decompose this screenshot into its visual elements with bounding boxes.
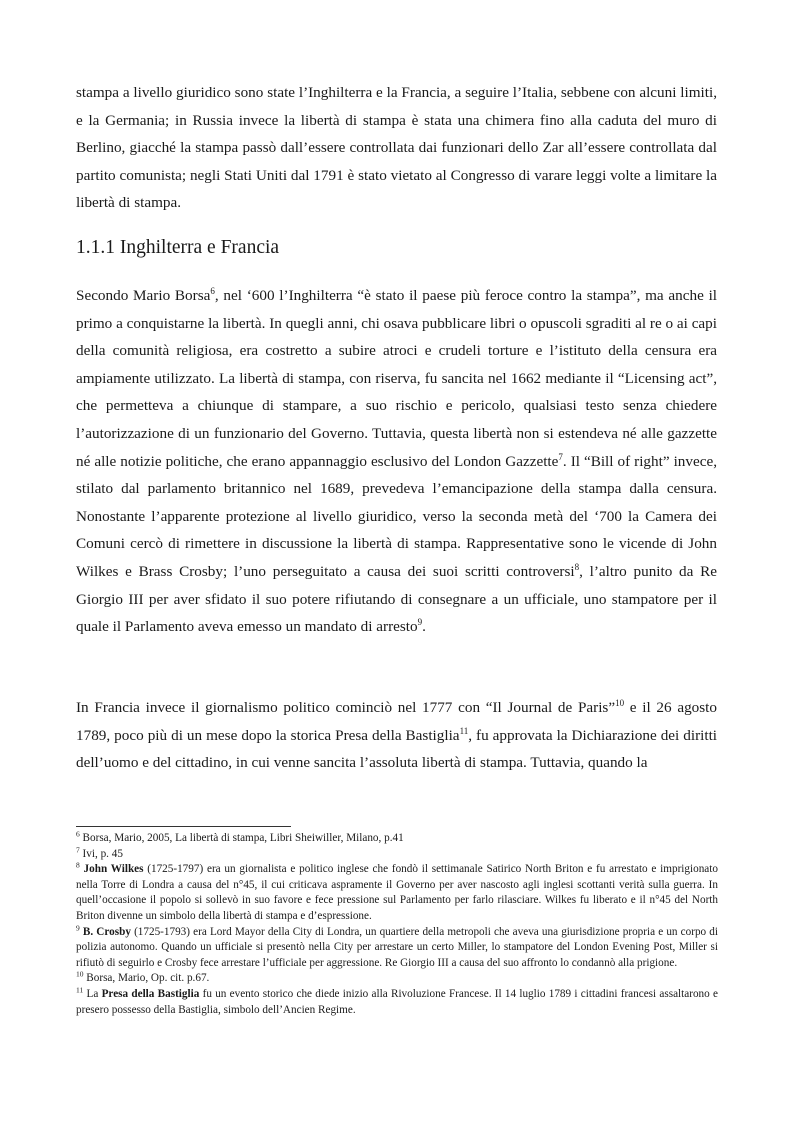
- footnote-number: 7: [76, 844, 80, 854]
- footnote-ref-11[interactable]: 11: [459, 725, 469, 736]
- footnote-text: (1725-1793) era Lord Mayor della City di Londra, un quartiere della metropoli che aveva una giurisdizione propria e un corpo di polizia autonomo. Quando un ufficiale si presentò nella City per arrestare un certo Miller, lo stampatore del London Evening Post, Miller si rifiutò di seguirlo e Crosby fece arrestare l’ufficiale per aggressione. Re Giorgio III a causa del suo affronto lo condannò alla prigione.: [76, 925, 718, 969]
- footnote-number: 6: [76, 829, 80, 839]
- footnote-number: 8: [76, 860, 80, 870]
- footnote-ref-9[interactable]: 9: [417, 617, 423, 628]
- footnote-ref-6[interactable]: 6: [210, 285, 215, 296]
- text-segment: e il 26 agosto 1789, poco più di un mese dopo la storica Presa della Bastiglia: [76, 699, 717, 744]
- text-segment: , nel ‘600 l’Inghilterra “è stato il paese più feroce contro la stampa”, ma anche il primo a conquistarne la libertà. In quegli anni, chi osava pubblicare libri o opuscoli sgraditi al re o ai capi della comunità religiosa, era costretto a subire atroci e crudeli torture e l’istituto della censura era ampiamente utilizzato. La libertà di stampa, con riserva, fu sancita nel 1662 mediante il “Licensing act”, che permetteva a chiunque di stampare, a suo rischio e pericolo, qualsiasi testo senza chiedere l’autorizzazione di un funzionario del Governo. Tuttavia, questa libertà non si estendeva né alle gazzette né alle notizie politiche, che erano appannaggio esclusivo del London Gazzette: [76, 287, 718, 470]
- footnote-number: 10: [76, 969, 84, 979]
- footnote-text: Borsa, Mario, 2005, La libertà di stampa, Libri Sheiwiller, Milano, p.41: [79, 832, 404, 844]
- text-segment: , fu approvata la Dichiarazione dei diritti dell’uomo e del cittadino, in cui venne sancita l’assoluta libertà di stampa. Tuttavia, quando la: [76, 726, 718, 772]
- footnote-text: Borsa, Mario, Op. cit. p.67.: [83, 972, 210, 985]
- footnote-10: [76, 971, 718, 987]
- paragraph-intro: [76, 79, 717, 217]
- paragraph-inghilterra: [76, 282, 717, 641]
- footnote-9: [76, 922, 718, 972]
- footnote-text: (1725-1797) era un giornalista e politico inglese che fondò il settimanale Satirico North Briton e fu arrestato e imprigionato nella Torre di Londra a causa del n°45, il cui criticava aspramente il Governo per aver nascosto agli inglesi scottanti verità sulla guerra. In quell’occasione il popolo si sollevò in suo favore e fece pressione sul Parlamento per farlo rilasciare. Wilkes fu liberato e il n°45 del North Briton divenne un simbolo della libertà di stampa e d’espressione.: [76, 863, 718, 922]
- footnote-ref-8[interactable]: 8: [574, 561, 580, 572]
- paragraph-francia: [76, 694, 717, 777]
- text-segment: .: [422, 618, 426, 636]
- footnote-8: [76, 862, 718, 924]
- footnote-7: [76, 844, 718, 863]
- footnote-number: 11: [76, 985, 84, 995]
- footnotes: [76, 831, 718, 1018]
- footnote-separator: [76, 826, 291, 827]
- text-segment: Secondo Mario Borsa: [76, 287, 211, 304]
- footnote-ref-7[interactable]: 7: [558, 451, 563, 462]
- footnote-text: fu un evento storico che diede inizio alla Rivoluzione Francese. Il 14 luglio 1789 i cittadini francesi assaltarono e presero possesso della Bastiglia, simbolo dell’Ancien Regime.: [76, 987, 718, 1016]
- footnote-text: Ivi, p. 45: [79, 847, 123, 860]
- text-segment: . Il “Bill of right” invece, stilato dal parlamento britannico nel 1689, prevedeva l’emancipazione della stampa dalla censura. Nonostante l’apparente protezione al livello giuridico, verso la seconda metà del ‘700 la Camera dei Comuni cercò di rimettere in discussione la libertà di stampa. Rappresentative sono le vicende di John Wilkes e Brass Crosby; l’uno perseguitato a causa dei suoi scritti controversi: [76, 452, 718, 580]
- footnote-6: [76, 831, 718, 847]
- paragraph-intro-text: stampa a livello giuridico sono state l’Inghilterra e la Francia, a seguire l’Italia, sebbene con alcuni limiti, e la Germania; in Russia invece la libertà di stampa è stata una chimera fino alla caduta del muro di Berlino, giacché la stampa passò dall’essere controllata dai funzionari dello Zar all’essere controllata dal partito comunista; negli Stati Uniti dal 1791 è stato vietato al Congresso di varare leggi volte a limitare la libertà di stampa.: [76, 84, 717, 212]
- footnote-bold: B. Crosby: [79, 925, 131, 938]
- footnote-number: 9: [76, 922, 80, 932]
- text-segment: In Francia invece il giornalismo politico cominciò nel 1777 con “Il Journal de Paris”: [76, 699, 616, 716]
- footnote-text: La: [83, 987, 102, 1000]
- footnote-11: [76, 987, 718, 1018]
- footnote-bold: Presa della Bastiglia: [101, 987, 200, 1000]
- text-segment: , l’altro punito da Re Giorgio III per aver sfidato il suo potere rifiutando di consegnare a un ufficiale, uno stampatore per il quale il Parlamento aveva emesso un mandato di arresto: [76, 562, 717, 636]
- footnote-bold: John Wilkes: [79, 863, 144, 876]
- footnote-ref-10[interactable]: 10: [615, 697, 625, 708]
- section-heading: 1.1.1 Inghilterra e Francia: [76, 237, 280, 258]
